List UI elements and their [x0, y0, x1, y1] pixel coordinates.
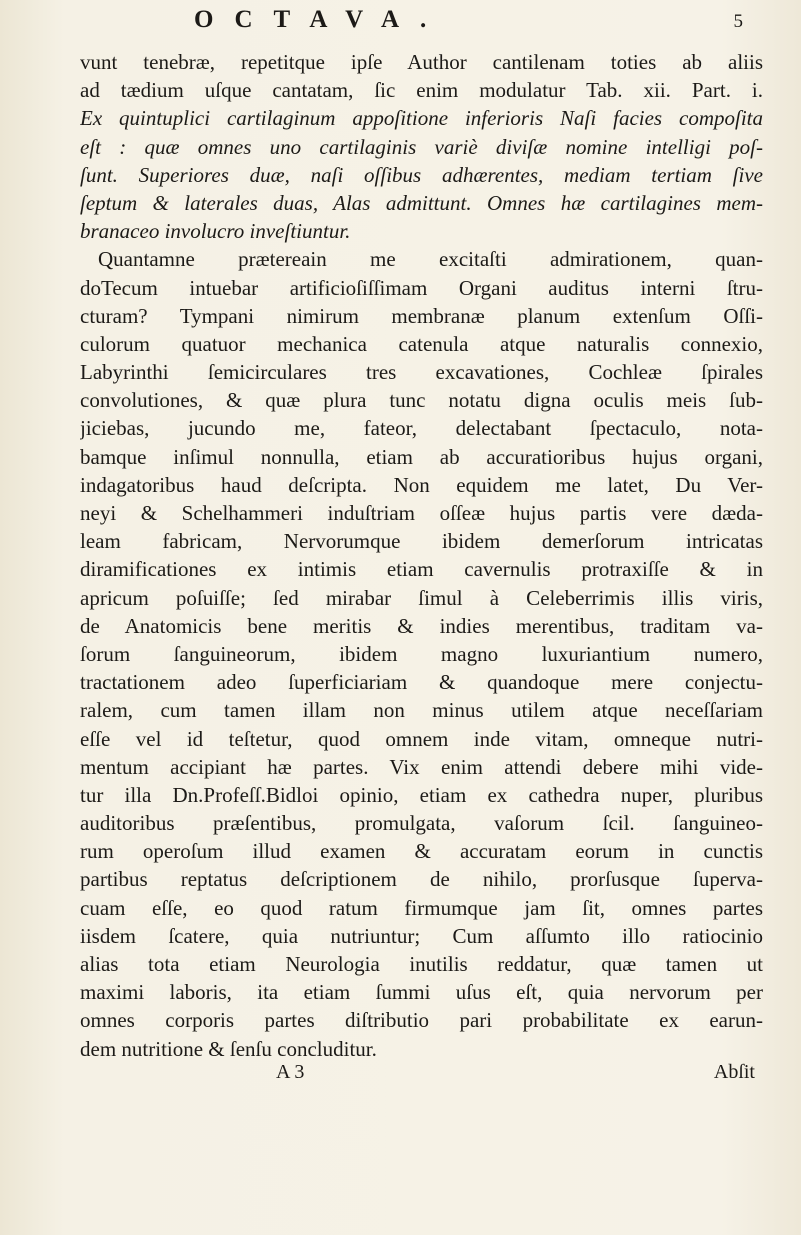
- body-text: [80, 48, 763, 1063]
- text-line: doTecum intuebar artificioſiſſimam Organi auditus interni ſtru-: [80, 275, 763, 300]
- text-line: iisdem ſcatere, quia nutriuntur; Cum aſſumto illo ratiocinio: [80, 923, 763, 948]
- text-line: cturam? Tympani nimirum membranæ planum extenſum Oſſi-: [80, 303, 763, 328]
- text-line: ſorum ſanguineorum, ibidem magno luxuriantium numero,: [80, 641, 763, 666]
- signature-mark: A 3: [276, 1060, 305, 1083]
- text-line: alias tota etiam Neurologia inutilis reddatur, quæ tamen ut: [80, 952, 763, 977]
- page-header: [80, 6, 763, 48]
- text-line: culorum quatuor mechanica catenula atque naturalis connexio,: [80, 331, 763, 356]
- text-line: tur illa Dn.Profeſſ.Bidloi opinio, etiam ex cathedra nuper, pluribus: [80, 782, 763, 807]
- text-line: jiciebas, jucundo me, fateor, delectabant ſpectaculo, nota-: [80, 416, 763, 441]
- text-line: neyi & Schelhammeri induſtriam oſſeæ hujus partis vere dæda-: [80, 501, 763, 526]
- text-line: eſſe vel id teſtetur, quod omnem inde vitam, omneque nutri-: [80, 726, 763, 751]
- text-line: convolutiones, & quæ plura tunc notatu digna oculis meis ſub-: [80, 388, 763, 413]
- page-footer: [80, 1061, 763, 1084]
- text-line: ſunt. Superiores duæ, naſi oſſibus adhærentes, mediam tertiam ſive: [80, 162, 763, 187]
- text-line: mentum accipiant hæ partes. Vix enim attendi debere mihi vide-: [80, 754, 763, 779]
- text-line: Labyrinthi ſemicirculares tres excavationes, Cochleæ ſpirales: [80, 360, 763, 385]
- running-title: OCTAVA.: [194, 6, 448, 33]
- paragraph-start-line: Quantamne prætereain me excitaſti admirationem, quan-: [98, 247, 763, 272]
- text-line: eſt : quæ omnes uno cartilaginis variè diviſæ nomine intelligi poſ-: [80, 134, 763, 159]
- text-line: ſeptum & laterales duas, Alas admittunt. Omnes hæ cartilagines mem-: [80, 190, 763, 215]
- text-line: apricum poſuiſſe; ſed mirabar ſimul à Celeberrimis illis viris,: [80, 585, 763, 610]
- text-line: maximi laboris, ita etiam ſummi uſus eſt, quia nervorum per: [80, 980, 763, 1005]
- page-number: 5: [733, 11, 743, 32]
- text-line: vunt tenebræ, repetitque ipſe Author cantilenam toties ab aliis: [80, 50, 763, 74]
- table-caption-quote: [80, 104, 763, 245]
- text-line: de Anatomicis bene meritis & indies merentibus, traditam va-: [80, 613, 763, 638]
- text-line: omnes corporis partes diſtributio pari probabilitate ex earun-: [80, 1008, 763, 1033]
- text-line: dem nutritione & ſenſu concluditur.: [80, 1036, 377, 1061]
- text-line: diramificationes ex intimis etiam cavernulis protraxiſſe & in: [80, 557, 763, 582]
- text-line: tractationem adeo ſuperficiariam & quandoque mere conjectu-: [80, 670, 763, 695]
- text-line: ralem, cum tamen illam non minus utilem atque neceſſariam: [80, 698, 763, 723]
- text-line: indagatoribus haud deſcripta. Non equidem me latet, Du Ver-: [80, 472, 763, 497]
- text-line: ad tædium uſque cantatam, ſic enim modulatur Tab. xii. Part. i.: [80, 78, 763, 103]
- text-line: leam fabricam, Nervorumque ibidem demerſorum intricatas: [80, 529, 763, 554]
- text-line: partibus reptatus deſcriptionem de nihilo, prorſusque ſuperva-: [80, 867, 763, 892]
- text-line: branaceo involucro inveſtiuntur.: [80, 219, 351, 244]
- text-line: bamque inſimul nonnulla, etiam ab accuratioribus hujus organi,: [80, 444, 763, 469]
- text-line: auditoribus præſentibus, promulgata, vaſorum ſcil. ſanguineo-: [80, 811, 763, 836]
- catchword: Abſit: [713, 1060, 755, 1083]
- text-line: cuam eſſe, eo quod ratum firmumque jam ſit, omnes partes: [80, 895, 763, 920]
- text-line: rum operoſum illud examen & accuratam eorum in cunctis: [80, 839, 763, 864]
- text-line: Ex quintuplici cartilaginum appoſitione inferioris Naſi facies compoſita: [80, 106, 763, 131]
